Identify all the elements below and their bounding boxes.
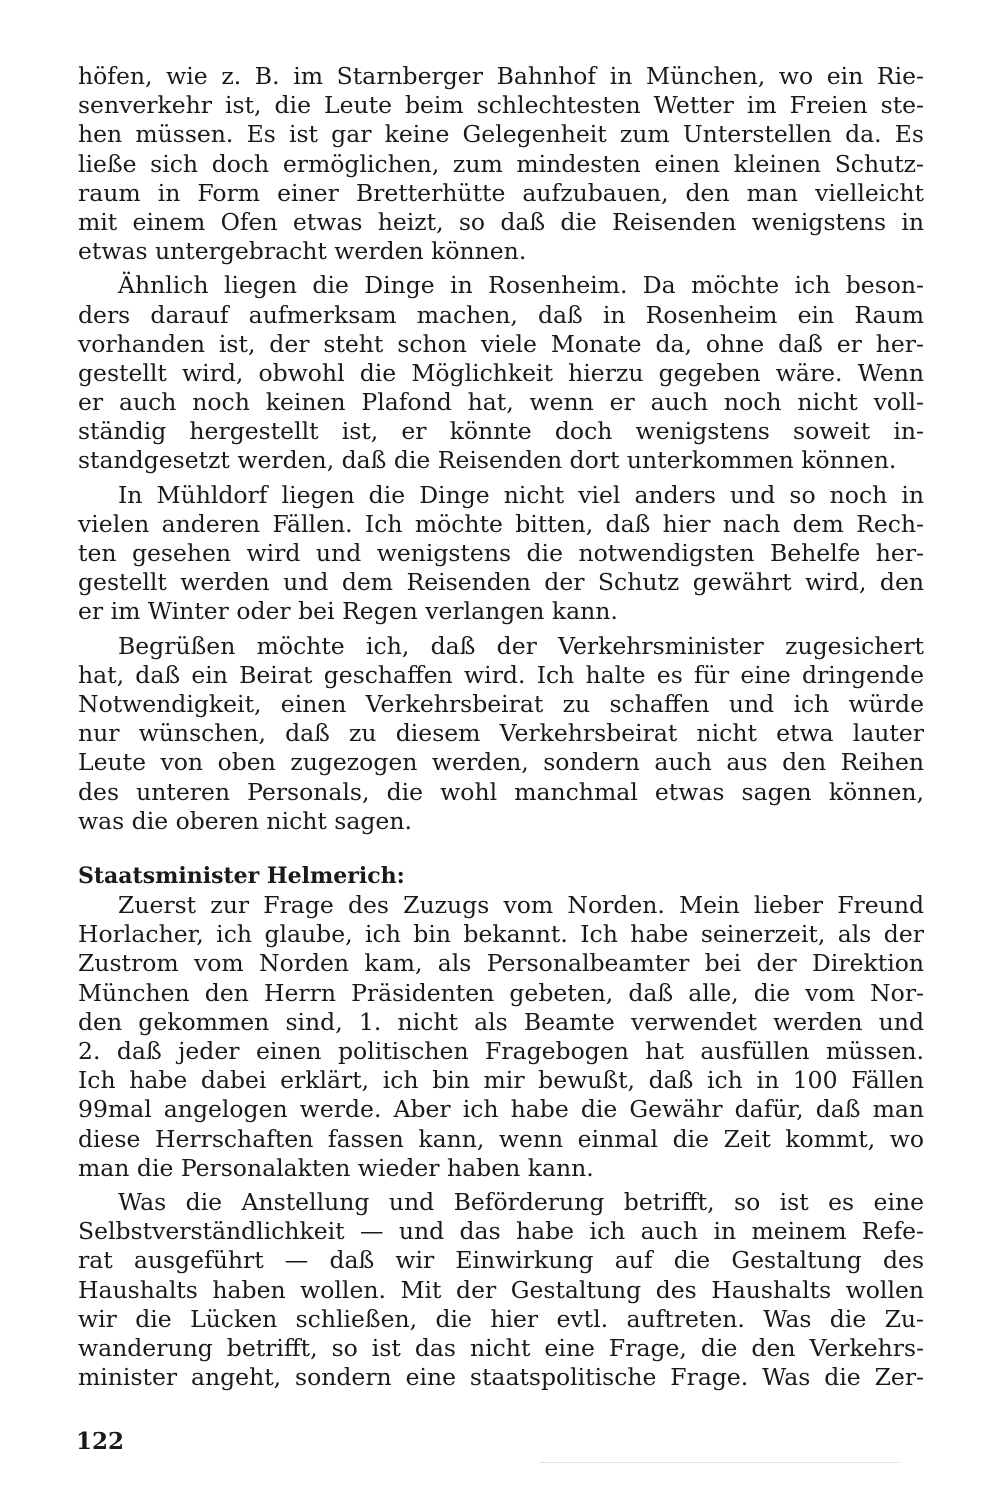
text-line: was die oberen nicht sagen. <box>78 806 412 835</box>
text-line: Zustrom vom Norden kam, als Personalbeamter bei der Direktion <box>78 949 924 978</box>
text-line: etwas untergebracht werden können. <box>78 237 527 266</box>
text-line: Leute von oben zugezogen werden, sondern auch aus den Reihen <box>78 748 924 777</box>
body-text <box>78 62 924 1392</box>
text-line: Zuerst zur Frage des Zuzugs vom Norden. Mein lieber Freund <box>118 891 924 920</box>
text-line: man die Personalakten wieder haben kann. <box>78 1153 594 1182</box>
text-line: mit einem Ofen etwas heizt, so daß die Reisenden wenigstens in <box>78 207 924 236</box>
text-line: nur wünschen, daß zu diesem Verkehrsbeirat nicht etwa lauter <box>78 719 924 748</box>
text-line: vorhanden ist, der steht schon viele Monate da, ohne daß er her- <box>78 329 924 358</box>
text-line: minister angeht, sondern eine staatspolitische Frage. Was die Zer- <box>78 1363 924 1392</box>
text-line: In Mühldorf liegen die Dinge nicht viel anders und so noch in <box>118 480 924 509</box>
text-line: raum in Form einer Bretterhütte aufzubauen, den man vielleicht <box>78 178 924 207</box>
paragraph-3 <box>78 481 924 627</box>
text-line: ließe sich doch ermöglichen, zum mindesten einen kleinen Schutz- <box>78 149 924 178</box>
text-line: den gekommen sind, 1. nicht als Beamte verwendet werden und <box>78 1007 924 1036</box>
text-line: er auch noch keinen Plafond hat, wenn er auch noch nicht voll- <box>78 388 924 417</box>
text-line: 99mal angelogen werde. Aber ich habe die Gewähr dafür, daß man <box>78 1095 924 1124</box>
text-line: ständig hergestellt ist, er könnte doch wenigstens soweit in- <box>78 417 924 446</box>
paragraph-1 <box>78 62 924 266</box>
text-line: wanderung betrifft, so ist das nicht eine Frage, die den Verkehrs- <box>78 1333 924 1362</box>
text-line: Notwendigkeit, einen Verkehrsbeirat zu schaffen und ich würde <box>78 689 924 718</box>
text-line: wir die Lücken schließen, die hier evtl. auftreten. Was die Zu- <box>78 1304 924 1333</box>
text-line: höfen, wie z. B. im Starnberger Bahnhof in München, wo ein Rie- <box>78 62 924 90</box>
paragraph-6 <box>78 1188 924 1392</box>
text-line: Ähnlich liegen die Dinge in Rosenheim. Da möchte ich beson- <box>118 271 924 300</box>
speaker-heading: Staatsminister Helmerich: <box>78 862 405 889</box>
text-line: senverkehr ist, die Leute beim schlechtesten Wetter im Freien ste- <box>78 91 924 120</box>
paragraph-2 <box>78 271 924 475</box>
text-line: Selbstverständlichkeit — und das habe ich auch in meinem Refe- <box>78 1217 924 1246</box>
text-line: vielen anderen Fällen. Ich möchte bitten, daß hier nach dem Rech- <box>78 509 924 538</box>
text-line: hen müssen. Es ist gar keine Gelegenheit zum Unterstellen da. Es <box>78 120 924 149</box>
paragraph-4 <box>78 632 924 836</box>
page-number: 122 <box>76 1428 125 1455</box>
text-line: Begrüßen möchte ich, daß der Verkehrsminister zugesichert <box>118 631 924 660</box>
section-gap <box>78 836 924 862</box>
text-line: diese Herrschaften fassen kann, wenn einmal die Zeit kommt, wo <box>78 1124 924 1153</box>
text-line: hat, daß ein Beirat geschaffen wird. Ich halte es für eine dringende <box>78 660 924 689</box>
text-line: München den Herrn Präsidenten gebeten, daß alle, die vom Nor- <box>78 978 924 1007</box>
print-artifact <box>540 1462 900 1469</box>
paragraph-5 <box>78 891 924 1183</box>
text-line: er im Winter oder bei Regen verlangen kann. <box>78 597 618 626</box>
text-line: rat ausgeführt — daß wir Einwirkung auf die Gestaltung des <box>78 1246 924 1275</box>
text-line: 2. daß jeder einen politischen Fragebogen hat ausfüllen müssen. <box>78 1037 924 1065</box>
text-line: standgesetzt werden, daß die Reisenden dort unterkommen können. <box>78 446 897 475</box>
text-line: des unteren Personals, die wohl manchmal etwas sagen können, <box>78 777 924 806</box>
text-line: ders darauf aufmerksam machen, daß in Rosenheim ein Raum <box>78 300 924 329</box>
text-line: Horlacher, ich glaube, ich bin bekannt. Ich habe seinerzeit, als der <box>78 920 924 949</box>
text-line: Ich habe dabei erklärt, ich bin mir bewußt, daß ich in 100 Fällen <box>78 1066 924 1095</box>
text-line: ten gesehen wird und wenigstens die notwendigsten Behelfe her- <box>78 539 924 567</box>
text-line: Haushalts haben wollen. Mit der Gestaltung des Haushalts wollen <box>78 1275 924 1304</box>
text-line: Was die Anstellung und Beförderung betrifft, so ist es eine <box>118 1187 924 1216</box>
text-line: gestellt wird, obwohl die Möglichkeit hierzu gegeben wäre. Wenn <box>78 358 924 387</box>
text-line: gestellt werden und dem Reisenden der Schutz gewährt wird, den <box>78 568 924 597</box>
